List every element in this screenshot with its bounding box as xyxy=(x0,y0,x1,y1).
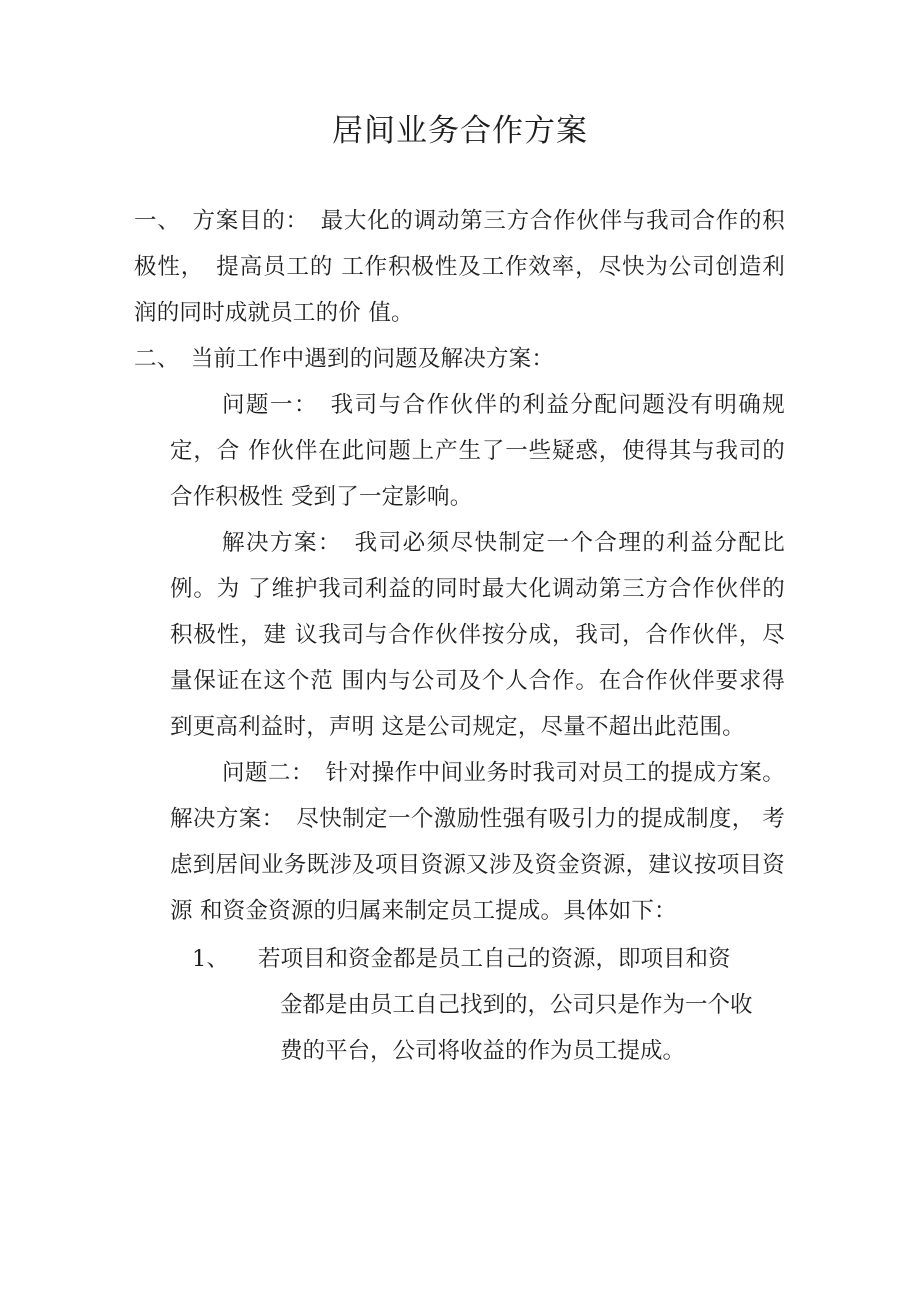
list-item-line-3: 费的平台，公司将收益的作为员工提成。 xyxy=(280,1038,686,1064)
document-content xyxy=(0,198,920,1074)
page-title: 居间业务合作方案 xyxy=(332,113,588,149)
section-2-heading: 二、 当前工作中遇到的问题及解决方案： xyxy=(134,346,555,372)
section-1-purpose: 一、 方案目的： 最大化的调动第三方合作伙伴与我司合作的积极性， 提高员工的 工作积极性及工作效率，尽快为公司创造利润的同时成就员工的价 值。 xyxy=(134,208,785,326)
list-item xyxy=(170,936,785,1074)
list-item-line-1: 若项目和资金都是员工自己的资源，即项目和资 xyxy=(258,946,731,972)
problem-two-paragraph: 问题二： 针对操作中间业务时我司对员工的提成方案。 解决方案： 尽快制定一个激励性强有吸引力的提成制度， 考 虑到居间业务既涉及项目资源又涉及资金资源，建议按项目资源 和资金资源的归属来制定员工提成。具体如下： xyxy=(170,760,793,924)
problem-one-paragraph: 问题一： 我司与合作伙伴的利益分配问题没有明确规定，合 作伙伴在此问题上产生了一些疑惑，使得其与我司的合作积极性 受到了一定影响。 xyxy=(170,392,785,510)
list-item-line-2: 金都是由员工自己找到的，公司只是作为一个收 xyxy=(280,992,753,1018)
list-item-marker: 1、 xyxy=(192,946,229,972)
list-item-text xyxy=(258,936,785,1074)
solution-one-paragraph: 解决方案： 我司必须尽快制定一个合理的利益分配比例。为 了维护我司利益的同时最大化调动第三方合作伙伴的积极性，建 议我司与合作伙伴按分成，我司，合作伙伴，尽量保证在这个范 围内与公司及个人合作。在合作伙伴要求得到更高利益时，声明 这是公司规定，尽量不超出此范围。 xyxy=(170,530,785,740)
